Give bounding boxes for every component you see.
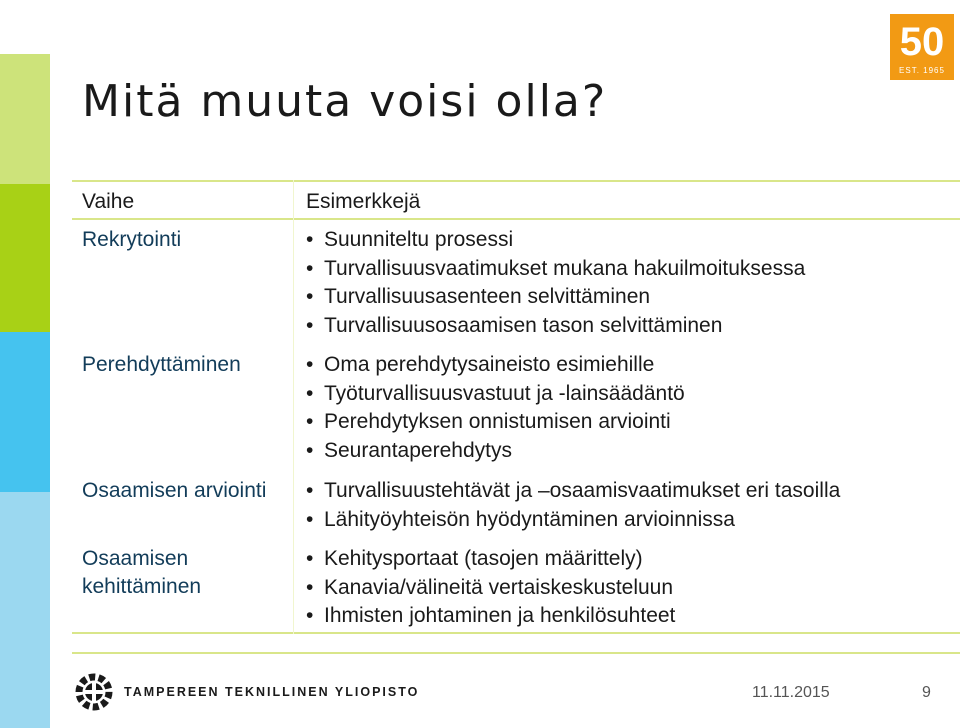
side-bar-blue <box>0 332 50 492</box>
list-item: • Työturvallisuusvastuut ja -lainsäädäntö <box>306 380 685 409</box>
side-bar-green <box>0 184 50 332</box>
page-title: Mitä muuta voisi olla? <box>82 76 608 127</box>
page-number: 9 <box>922 684 931 701</box>
footer-date: 11.11.2015 <box>752 684 830 701</box>
table-header-rule <box>72 218 960 220</box>
phase-orientation: Perehdyttäminen <box>82 353 241 376</box>
phase-competence-development: Osaamisen kehittäminen <box>82 547 202 598</box>
university-name: TAMPEREEN TEKNILLINEN YLIOPISTO <box>124 685 420 699</box>
list-item: • Seurantaperehdytys <box>306 437 685 466</box>
list-item: • Turvallisuusosaamisen tason selvittäminen <box>306 312 805 341</box>
phase-recruitment: Rekrytointi <box>82 228 182 251</box>
list-item: • Kehitysportaat (tasojen määrittely) <box>306 545 675 574</box>
list-item: • Ihmisten johtaminen ja henkilösuhteet <box>306 602 675 631</box>
list-item: • Kanavia/välineitä vertaiskeskusteluun <box>306 574 675 603</box>
footer-rule <box>72 652 960 654</box>
list-item: • Turvallisuusasenteen selvittäminen <box>306 283 805 312</box>
table-top-rule <box>72 180 960 182</box>
anniversary-badge <box>890 14 954 80</box>
list-item: • Suunniteltu prosessi <box>306 226 805 255</box>
list-item: • Perehdytyksen onnistumisen arviointi <box>306 408 685 437</box>
university-logo-icon <box>72 670 116 714</box>
examples-list-assessment <box>306 477 840 534</box>
list-item: • Turvallisuusvaatimukset mukana hakuilmoituksessa <box>306 255 805 284</box>
column-header-examples: Esimerkkejä <box>306 190 421 213</box>
list-item: • Oma perehdytysaineisto esimiehille <box>306 351 685 380</box>
list-item: • Lähityöyhteisön hyödyntäminen arvioinnissa <box>306 506 840 535</box>
table-column-divider <box>293 180 294 634</box>
badge-est-text: EST. 1965 <box>899 66 945 75</box>
list-item: • Turvallisuustehtävät ja –osaamisvaatimukset eri tasoilla <box>306 477 840 506</box>
badge-number: 50 <box>899 20 945 64</box>
examples-list-orientation <box>306 351 685 465</box>
side-bar-light-green <box>0 54 50 184</box>
examples-list-recruitment <box>306 226 805 340</box>
phase-competence-assessment: Osaamisen arviointi <box>82 479 267 502</box>
side-bar-light-blue <box>0 492 50 728</box>
column-header-phase: Vaihe <box>82 190 135 213</box>
table-bottom-rule <box>72 632 960 634</box>
examples-list-development <box>306 545 675 631</box>
